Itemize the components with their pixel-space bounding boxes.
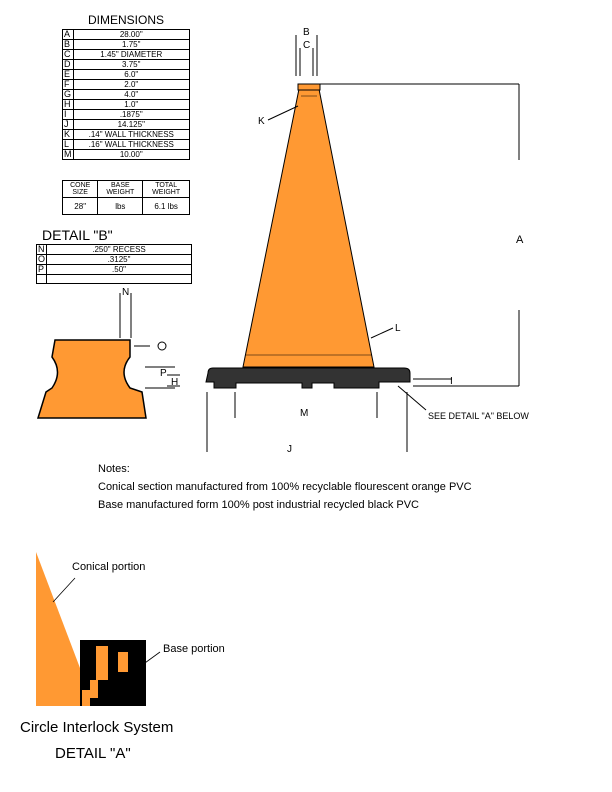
notes-line: Base manufactured form 100% post industrial recycled black PVC: [98, 499, 419, 511]
label-l-leader: [371, 323, 401, 338]
cone-base: [206, 368, 410, 388]
row-key: F: [63, 80, 74, 90]
detail-a-graphic: [36, 552, 160, 706]
see-detail-leader: [398, 386, 529, 421]
detail-b-profile: [38, 287, 180, 418]
row-key: C: [63, 50, 74, 60]
weight-header: TOTAL WEIGHT: [143, 181, 190, 198]
row-value: 10.00": [73, 150, 190, 160]
dimensions-title: DIMENSIONS: [88, 13, 165, 27]
row-key: N: [37, 245, 47, 255]
row-value: 2.0": [73, 80, 190, 90]
row-key: B: [63, 40, 74, 50]
row-key: A: [63, 30, 74, 40]
row-value: 1.75": [73, 40, 190, 50]
label-k: K: [258, 116, 265, 127]
label-p: P: [160, 368, 167, 379]
row-value: .1875": [73, 110, 190, 120]
weight-value: 28": [63, 198, 98, 215]
weight-header: CONE SIZE: [63, 181, 98, 198]
notes-line: Conical section manufactured from 100% recyclable flourescent orange PVC: [98, 481, 472, 493]
label-i: I: [450, 376, 453, 387]
label-a: A: [516, 234, 524, 246]
base-portion-label: Base portion: [163, 643, 225, 655]
row-key: K: [63, 130, 74, 140]
label-h: H: [171, 377, 179, 388]
row-key: J: [63, 120, 74, 130]
row-key: O: [38, 254, 46, 264]
conical-portion-label: Conical portion: [72, 561, 146, 573]
see-detail-label: SEE DETAIL "A" BELOW: [428, 411, 529, 421]
weight-header: BASE WEIGHT: [98, 181, 143, 198]
weight-value: lbs: [98, 198, 143, 215]
notes-title: Notes:: [98, 463, 130, 475]
row-value: .250" RECESS: [47, 245, 192, 255]
weight-value: 6.1 lbs: [143, 198, 190, 215]
row-value: 1.0": [73, 100, 190, 110]
row-value: .3125": [47, 255, 192, 265]
row-value: 1.45" DIAMETER: [73, 50, 190, 60]
row-key: L: [63, 140, 74, 150]
notes: [98, 460, 472, 514]
row-key: E: [63, 70, 74, 80]
row-value: .16" WALL THICKNESS: [73, 140, 190, 150]
row-key: D: [63, 60, 74, 70]
row-key: G: [64, 89, 72, 99]
detail-b-title: DETAIL "B": [42, 227, 113, 243]
row-value: 28.00": [73, 30, 190, 40]
row-value: 3.75": [73, 60, 190, 70]
row-value: 4.0": [73, 90, 190, 100]
detail-a-title: DETAIL "A": [55, 745, 131, 762]
row-value: .14" WALL THICKNESS: [73, 130, 190, 140]
label-b: B: [303, 27, 310, 38]
label-l: L: [395, 323, 401, 334]
row-value: .50": [47, 265, 192, 275]
row-key: P: [37, 265, 47, 275]
top-dimension: [296, 27, 317, 76]
label-n: N: [122, 287, 130, 298]
row-key: H: [63, 100, 74, 110]
row-value: 6.0": [73, 70, 190, 80]
detail-a-caption: Circle Interlock System: [20, 719, 174, 736]
label-m: M: [300, 408, 309, 419]
base-dimensions: [207, 392, 407, 455]
row-key: M: [64, 149, 72, 159]
label-j: J: [287, 444, 292, 455]
label-c: C: [303, 40, 311, 51]
row-value: 14.125": [73, 120, 190, 130]
i-dimension: [413, 376, 453, 387]
row-key: I: [63, 110, 74, 120]
